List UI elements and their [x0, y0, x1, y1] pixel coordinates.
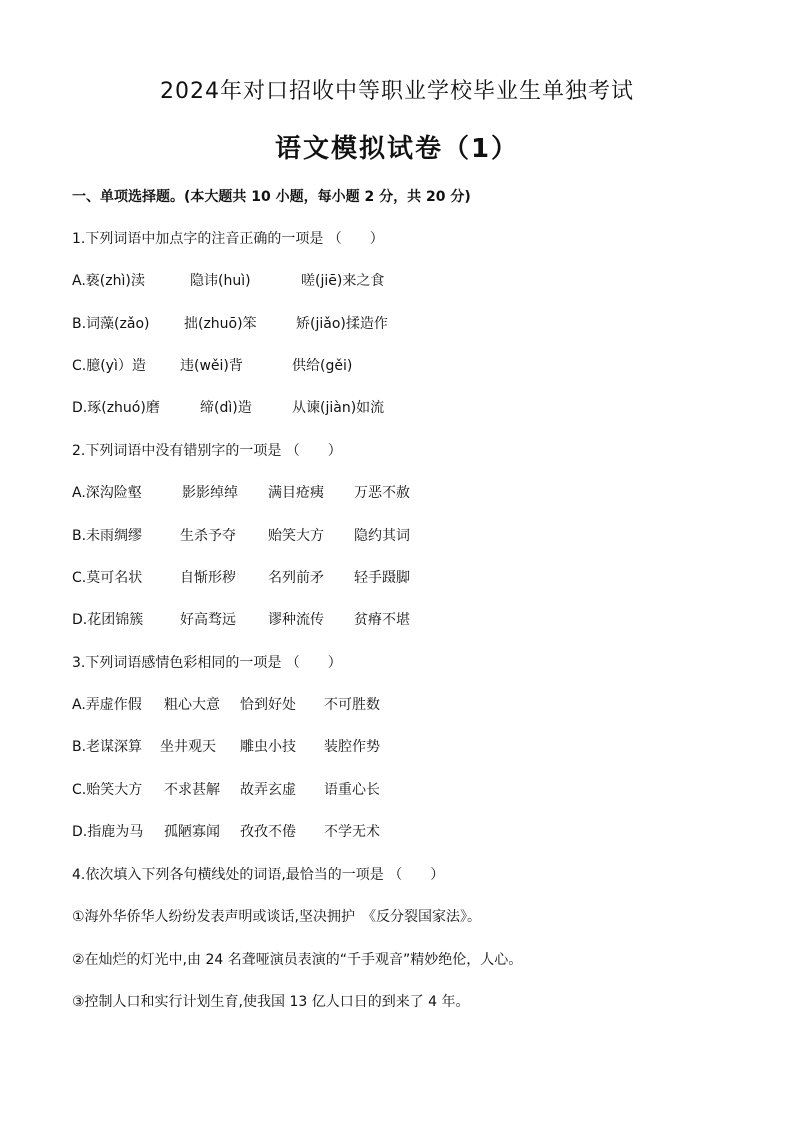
question-2-stem: 2.下列词语中没有错别字的一项是 （ ） — [72, 443, 342, 459]
option-item: 粗心大意 — [164, 697, 220, 713]
question-1-option-d — [72, 398, 384, 418]
option-item: 坐井观天 — [160, 739, 216, 755]
question-3-stem: 3.下列词语感情色彩相同的一项是 （ ） — [72, 655, 342, 671]
option-item: 拙(zhuō)笨 — [184, 316, 257, 332]
option-item: 满目疮痍 — [268, 485, 324, 501]
question-4-sentence-2: ②在灿烂的灯光中,由 24 名聋哑演员表演的“千手观音”精妙绝伦，人心。 — [72, 952, 523, 968]
question-2-option-a — [72, 483, 410, 503]
question-1-option-b — [72, 314, 388, 334]
question-1-option-c — [72, 356, 352, 376]
question-4-sentence-3: ③控制人口和实行计划生育,使我国 13 亿人口日的到来了 4 年。 — [72, 994, 470, 1010]
option-item: B.未雨绸缪 — [72, 528, 143, 544]
option-item: 隐讳(huì) — [190, 273, 251, 289]
option-item: C.臆(yì）造 — [72, 358, 146, 374]
question-3-option-c — [72, 780, 380, 800]
question-3-option-b — [72, 737, 380, 757]
option-item: B.老谋深算 — [72, 739, 143, 755]
option-item: 缔(dì)造 — [200, 400, 252, 416]
option-item: 轻手蹑脚 — [354, 570, 410, 586]
option-item: 贫瘠不堪 — [354, 612, 410, 628]
option-item: 不学无术 — [324, 824, 380, 840]
question-3-option-a — [72, 695, 380, 715]
option-item: D.指鹿为马 — [72, 824, 144, 840]
option-item: D.花团锦簇 — [72, 612, 144, 628]
option-item: C.莫可名状 — [72, 570, 143, 586]
option-item: 生杀予夺 — [180, 528, 236, 544]
exam-subtitle: 语文模拟试卷（1） — [274, 134, 520, 164]
option-item: 好高骛远 — [180, 612, 236, 628]
option-item: D.琢(zhuó)磨 — [72, 400, 160, 416]
option-item: 故弄玄虚 — [240, 782, 296, 798]
question-3-option-d — [72, 822, 380, 842]
question-2-option-c — [72, 568, 410, 588]
option-item: 名列前矛 — [268, 570, 324, 586]
option-item: B.词藻(zǎo) — [72, 316, 150, 332]
question-1-option-a — [72, 271, 384, 291]
option-item: 恰到好处 — [240, 697, 296, 713]
option-item: 孤陋寡闻 — [164, 824, 220, 840]
exam-title: 2024年对口招收中等职业学校毕业生单独考试 — [160, 79, 634, 104]
section-heading: 一、单项选择题。(本大题共 10 小题，每小题 2 分，共 20 分) — [72, 189, 471, 205]
option-item: 矫(jiǎo)揉造作 — [296, 316, 388, 332]
question-2-option-b — [72, 526, 410, 546]
question-2-option-d — [72, 610, 410, 630]
option-item: 嗟(jiē)来之食 — [301, 273, 385, 289]
option-item: 自惭形秽 — [180, 570, 236, 586]
option-item: A.深沟险壑 — [72, 485, 142, 501]
option-item: 从谏(jiàn)如流 — [292, 400, 385, 416]
option-item: 影影绰绰 — [182, 485, 238, 501]
option-item: 贻笑大方 — [268, 528, 324, 544]
option-item: 供给(gěi) — [292, 358, 353, 374]
option-item: 装腔作势 — [324, 739, 380, 755]
option-item: 语重心长 — [324, 782, 380, 798]
option-item: A.弄虚作假 — [72, 697, 142, 713]
option-item: 万恶不赦 — [354, 485, 410, 501]
question-4-stem: 4.依次填入下列各句横线处的词语,最恰当的一项是 （ ） — [72, 867, 445, 883]
option-item: 不可胜数 — [324, 697, 380, 713]
option-item: A.亵(zhì)渎 — [72, 273, 145, 289]
question-4-sentence-1: ①海外华侨华人纷纷发表声明或谈话,坚决拥护 《反分裂国家法》。 — [72, 909, 481, 925]
option-item: 违(wěi)背 — [180, 358, 243, 374]
option-item: 孜孜不倦 — [240, 824, 296, 840]
option-item: 隐约其词 — [354, 528, 410, 544]
option-item: 谬种流传 — [268, 612, 324, 628]
option-item: C.贻笑大方 — [72, 782, 143, 798]
option-item: 不求甚解 — [164, 782, 220, 798]
question-1-stem: 1.下列词语中加点字的注音正确的一项是 （ ） — [72, 231, 384, 247]
option-item: 雕虫小技 — [240, 739, 296, 755]
